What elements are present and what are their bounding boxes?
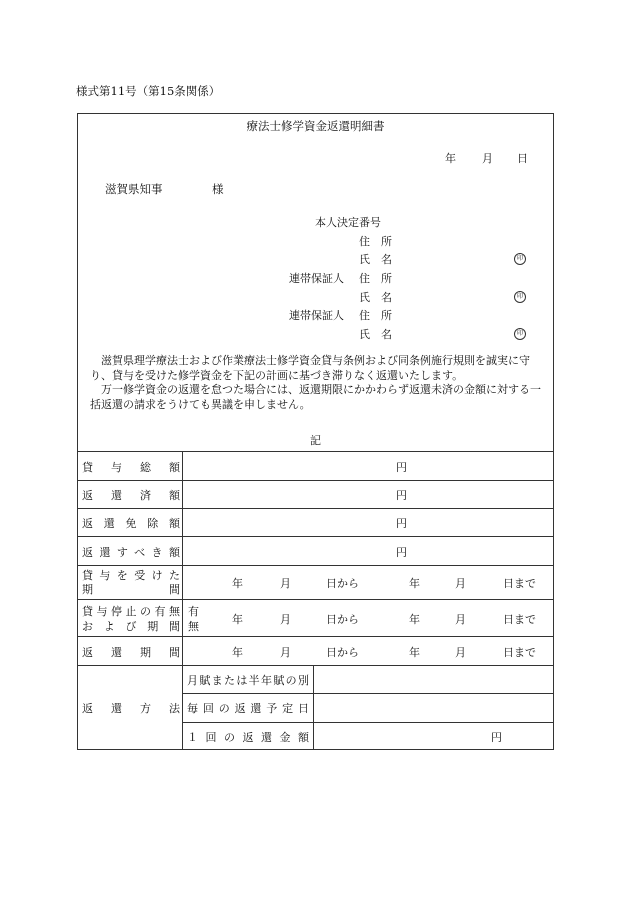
total-loan-yen-unit: 円 <box>396 461 407 474</box>
table-row-rule <box>78 508 553 509</box>
repay-period-start-day: 日から <box>326 646 359 659</box>
suspension-presence-yes: 有 <box>188 605 199 618</box>
row-label-repay-period: 返還期間 <box>82 646 180 659</box>
row-label-loan-period-line-2: 期間 <box>82 583 180 596</box>
suspension-presence-no: 無 <box>188 620 199 633</box>
suspension-start-month: 月 <box>280 613 291 626</box>
applicant-decision-number-label: 本人決定番号 <box>315 216 381 229</box>
pledge-paragraph-2: 万一修学資金の返還を怠つた場合には、返還期限にかかわらず返還未済の金額に対する一括返還の請求をうけても異議を申しません。 <box>90 383 541 411</box>
repaid-yen-unit: 円 <box>396 489 407 502</box>
guarantor-1-seal-mark: 印 <box>514 291 526 303</box>
form-number-caption: 様式第11号（第15条関係） <box>76 84 221 98</box>
table-row-rule <box>78 565 553 566</box>
applicant-seal-mark: 印 <box>514 253 526 265</box>
record-heading: 記 <box>310 434 321 447</box>
table-row-rule <box>78 636 553 637</box>
date-day-label: 日 <box>517 152 528 165</box>
guarantor-1-name-label: 氏 名 <box>359 291 392 304</box>
pledge-paragraph-1: 滋賀県理学療法士および作業療法士修学資金貸与条例および同条例施行規則を誠実に守り、貸与を受けた修学資金を下記の計画に基づき滞りなく返還いたします。 <box>90 354 530 382</box>
repay-period-start-month: 月 <box>280 646 291 659</box>
method-scheduled-date-label: 毎回の返還予定日 <box>187 702 309 715</box>
loan-period-end-month: 月 <box>455 577 466 590</box>
table-row-rule <box>78 599 553 600</box>
row-label-repay-method: 返還方法 <box>82 702 180 715</box>
repay-period-start-year: 年 <box>232 646 243 659</box>
suspension-start-day: 日から <box>326 613 359 626</box>
row-label-loan-period-line-1: 貸与を受けた <box>82 569 180 582</box>
loan-period-start-year: 年 <box>232 577 243 590</box>
addressee-name: 滋賀県知事 <box>105 182 163 196</box>
row-label-total-loan: 貸与総額 <box>82 461 180 474</box>
label-column-rule <box>182 451 183 749</box>
form-title: 療法士修学資金返還明細書 <box>246 119 385 133</box>
guarantor-2-seal-mark: 印 <box>514 328 526 340</box>
loan-period-start-day: 日から <box>326 577 359 590</box>
method-amount-per-payment-label: １回の返還金額 <box>187 731 309 744</box>
row-label-suspension-line-1: 貸与停止の有無 <box>82 605 180 618</box>
guarantor-2-address-label: 住 所 <box>359 309 392 322</box>
table-row-rule <box>78 665 553 666</box>
amount-per-payment-yen-unit: 円 <box>491 731 502 744</box>
exempted-yen-unit: 円 <box>396 517 407 530</box>
date-year-label: 年 <box>445 152 456 165</box>
row-label-repaid: 返還済額 <box>82 489 180 502</box>
suspension-end-day: 日まで <box>503 613 536 626</box>
method-subrow-rule <box>182 693 553 694</box>
row-label-exempted: 返還免除額 <box>82 517 180 530</box>
loan-period-end-day: 日まで <box>503 577 536 590</box>
method-subrow-rule <box>182 722 553 723</box>
date-month-label: 月 <box>482 152 493 165</box>
row-label-to-repay: 返還すべき額 <box>82 546 180 559</box>
guarantor-2-role-label: 連帯保証人 <box>289 309 344 322</box>
guarantor-1-role-label: 連帯保証人 <box>289 272 344 285</box>
suspension-end-month: 月 <box>455 613 466 626</box>
form-box <box>77 113 554 750</box>
row-label-suspension-line-2: および期間 <box>82 620 180 633</box>
loan-period-start-month: 月 <box>280 577 291 590</box>
to-repay-yen-unit: 円 <box>396 546 407 559</box>
method-installment-type-label: 月賦または半年賦の別 <box>187 674 309 687</box>
applicant-name-label: 氏 名 <box>359 253 392 266</box>
guarantor-1-address-label: 住 所 <box>359 272 392 285</box>
table-top-rule <box>78 451 553 452</box>
suspension-end-year: 年 <box>409 613 420 626</box>
repay-period-end-month: 月 <box>455 646 466 659</box>
table-row-rule <box>78 536 553 537</box>
table-row-rule <box>78 480 553 481</box>
guarantor-2-name-label: 氏 名 <box>359 328 392 341</box>
addressee-honorific: 様 <box>212 182 224 196</box>
repay-period-end-year: 年 <box>409 646 420 659</box>
applicant-address-label: 住 所 <box>359 235 392 248</box>
repay-period-end-day: 日まで <box>503 646 536 659</box>
method-column-rule <box>313 665 314 749</box>
loan-period-end-year: 年 <box>409 577 420 590</box>
suspension-start-year: 年 <box>232 613 243 626</box>
